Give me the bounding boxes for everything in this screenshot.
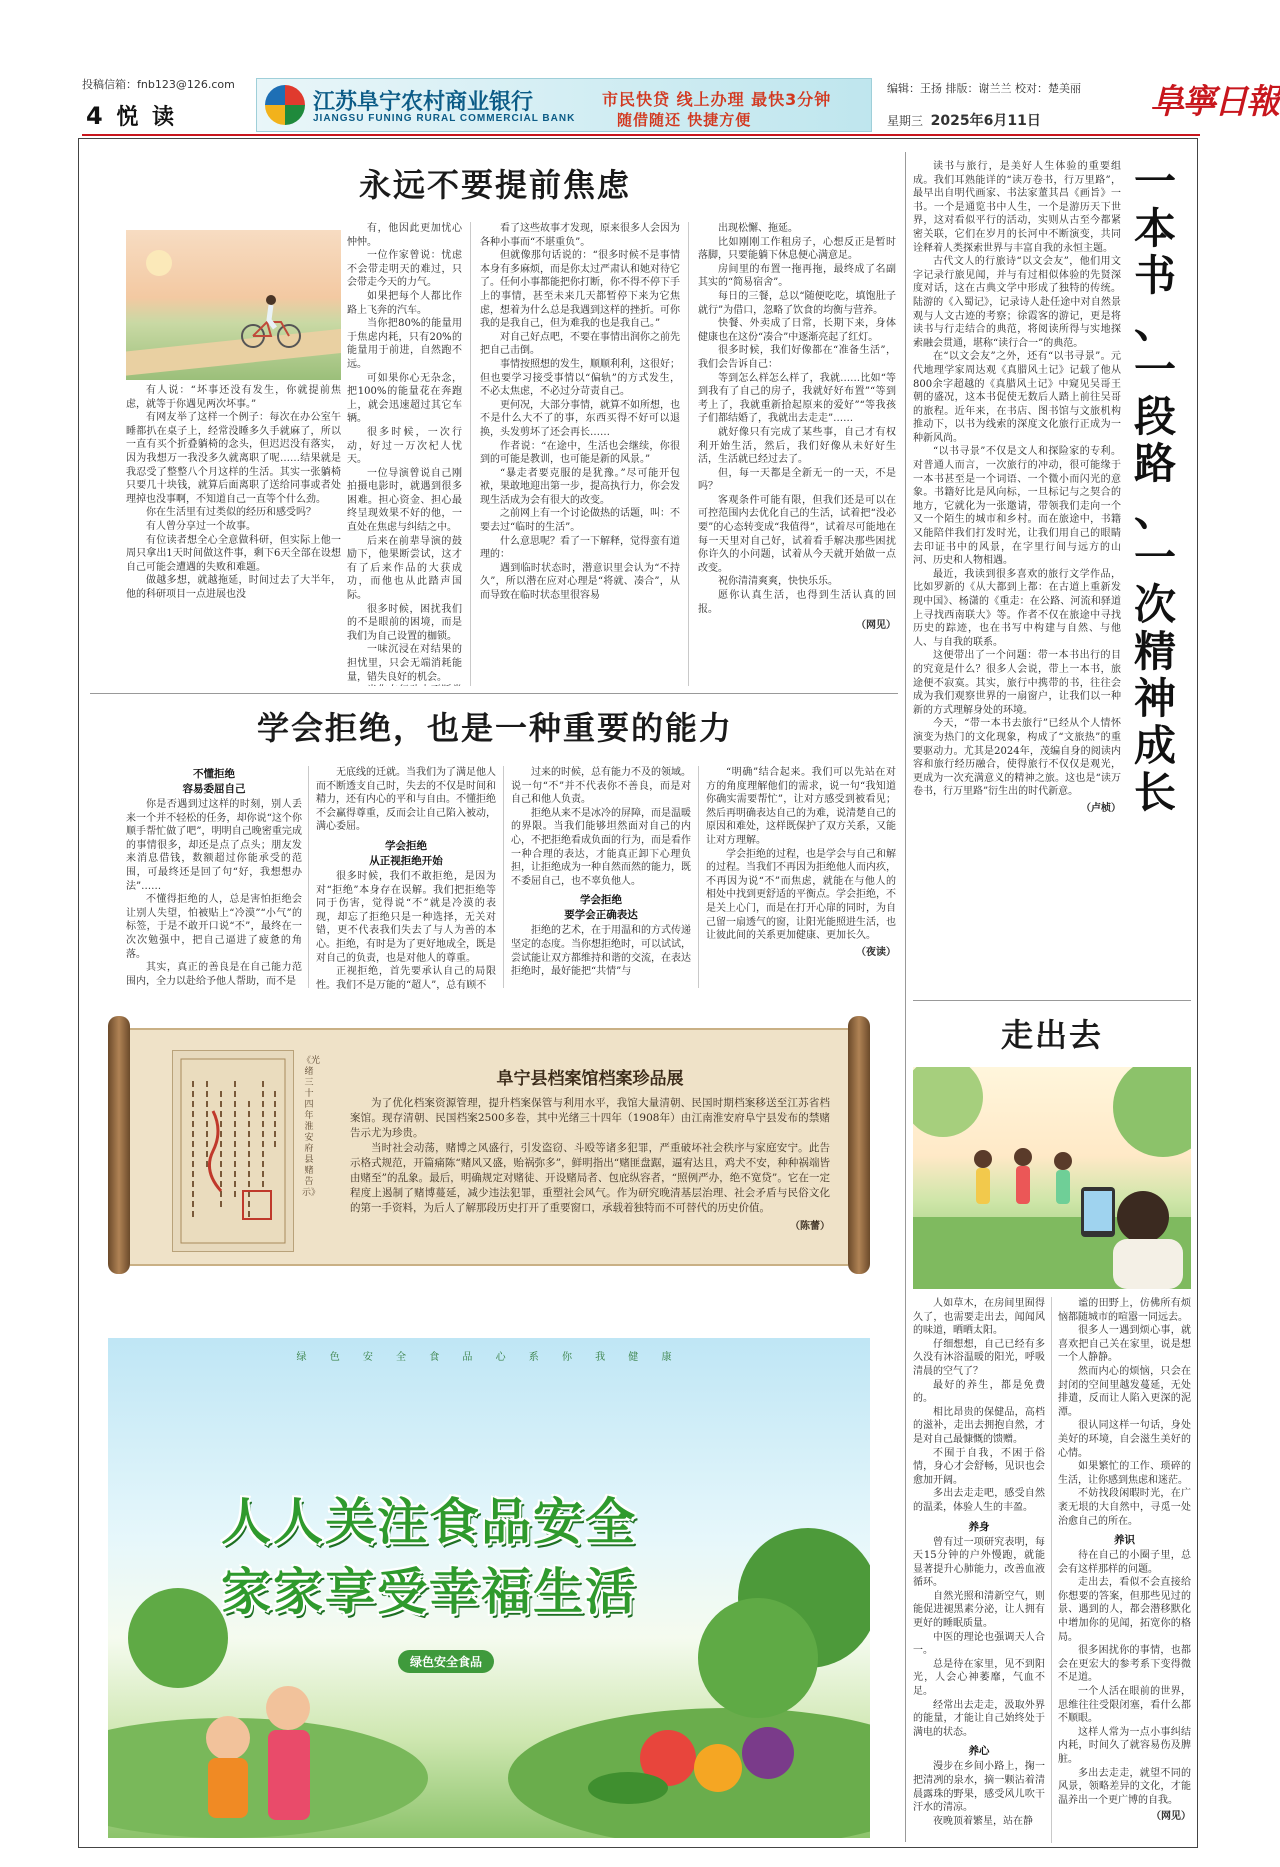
article1-column-3 [480, 222, 680, 686]
paragraph: 比如刚刚工作租房子，心想反正是暂时落脚，只要能躺下休息便心满意足。 [698, 236, 896, 262]
paragraph: 正视拒绝，首先要承认自己的局限性。我们不是万能的“超人”，总有顾不 [316, 966, 496, 990]
archive-exhibit-scroll [108, 1016, 870, 1274]
archive-exhibit-title: 阜宁县档案馆档案珍品展 [496, 1069, 684, 1089]
subheading: 养身 [968, 1520, 990, 1533]
sun-shape [146, 250, 172, 276]
poster-headline-2: 家家享受幸福生活 [221, 1563, 637, 1621]
title-char: 成 [1133, 721, 1176, 770]
poster-top-text: 绿 色 安 全 食 品 心 系 你 我 健 康 [296, 1352, 682, 1363]
poster-badge: 绿色安全食品 [398, 1650, 494, 1673]
section-divider [90, 693, 898, 694]
article2-column-4 [706, 766, 896, 992]
article2-title: 学会拒绝，也是一种重要的能力 [256, 709, 733, 747]
title-char: 一 [1133, 345, 1176, 394]
paragraph: 可如果你心无杂念，把100%的能量花在奔跑上，就会迅速超过其它车辆。 [347, 372, 462, 425]
paragraph: 总是待在家里，见不到阳光，人会心神萎靡，气血不足。 [913, 1658, 1045, 1698]
title-char: 书 [1133, 251, 1176, 300]
header-rule [82, 134, 1200, 136]
paragraph: 有位读者想全心全意做科研，但实际上他一周只拿出1天时间做这件事，剩下6天全部在设想自己可能会遭遇的失败和难题。 [126, 534, 341, 573]
title-char: 神 [1133, 674, 1176, 723]
title-char: 精 [1133, 627, 1176, 676]
paragraph: 对自己好点吧，不要在事情出润你之前先把自己击倒。 [480, 331, 680, 357]
subheading [511, 892, 691, 922]
paragraph: 无底线的迁就。当我们为了满足他人而不断透支自己时，失去的不仅是时间和精力，还有内心的平和与自由。不懂拒绝不会赢得尊重，反而会让自己陷入被动，满心委屈。 [316, 767, 496, 833]
paragraph: 但，每一天都是全新无一的一天，不是吗？ [698, 467, 896, 493]
column-divider [308, 766, 309, 988]
contribution-email: 投稿信箱：fnb123@126.com [82, 78, 235, 91]
paragraph: 很多困扰你的事情，也都会在更宏大的参考系下变得微不足道。 [1058, 1645, 1191, 1684]
page-number: 4 [86, 102, 106, 130]
date: 2025年6月11日 [930, 113, 1041, 129]
paragraph: 人如草木，在房间里囿得久了，也需要走出去，闻闻风的味道，晒晒太阳。 [913, 1298, 1045, 1337]
title-char: 、 [1133, 486, 1176, 535]
paragraph: 有网友举了这样一个例子：每次在办公室午睡都扒在桌子上，经常没睡多久手就麻了，所以一直有买个折叠躺椅的念头，但迟迟没有落实，因为我想万一我没多久就离职了呢……结果就是我忍受了整整八个月这样的生活。其实一张躺椅只要几十块钱，就算后面离职了送给同事或者处理掉也没事啊，不知道自己一直等个什么劲。 [126, 412, 341, 505]
subheading-line: 学会拒绝 [385, 839, 427, 852]
column-divider [1051, 1297, 1052, 1843]
document-icon [173, 1051, 293, 1251]
paragraph: 不妨找段闲暇时光，在广袤无垠的大自然中，寻觅一处治愈自己的所在。 [1058, 1488, 1191, 1527]
subheading: 养心 [968, 1745, 990, 1758]
subheading-line: 学会拒绝 [580, 894, 622, 907]
paragraph: 就好像只有完成了某些事，自己才有权利开始生活，然后，我们好像从未好好生活，生活就已经过去了。 [698, 426, 896, 466]
article2-source: （夜读） [856, 946, 896, 958]
poster-headline-1: 人人关注食品安全 [221, 1493, 637, 1551]
bicycle-rider-icon [241, 292, 301, 350]
subheading-line: 不懂拒绝 [193, 768, 235, 780]
article4-column-2 [1058, 1297, 1191, 1845]
page-label [86, 100, 177, 131]
subheading [126, 766, 302, 796]
paragraph: 最近，我读到很多喜欢的旅行文学作品，比如罗新的《从大都到上都：在古道上重新发现中国》、杨潇的《重走：在公路、河流和驿道上寻找西南联大》等。作者不仅在旅途中寻找历史的踪迹，也在书写中构建与自然、与他人、与自我的联系。 [913, 568, 1121, 648]
article4-source: （网见） [1151, 1811, 1191, 1823]
article2-column-3 [511, 766, 691, 990]
title-char: 本 [1133, 204, 1176, 253]
archive-document-image [172, 1050, 294, 1252]
title-char: 次 [1133, 580, 1176, 629]
article2-column-1 [126, 762, 302, 990]
paragraph: 读书与旅行，是美好人生体验的重要组成。我们耳熟能详的“读万卷书，行万里路”，最早出自明代画家、书法家董其昌《画旨》一书。一个是通览书中人生，一个是游历天下世界，这对看似平行的活动，实则从古至今都紧密关联，它们在岁月的长河中不断演变，共同诠释着人类探索世界与丰富自我的永恒主题。 [913, 161, 1121, 254]
title-char: 一 [1133, 157, 1176, 206]
paragraph: 房间里的布置一拖再拖，最终成了名副其实的“简易宿舍”。 [698, 263, 896, 289]
article1-column-1 [126, 384, 341, 686]
article1-title: 永远不要提前焦虑 [358, 166, 631, 204]
paragraph: “暴走者要克服的是犹豫。”尽可能开包袱，果敢地迎出第一步，提高执行力，你会发现生活成为会有很大的改变。 [480, 467, 680, 506]
article3-vertical-title [1130, 158, 1180, 816]
cyclist-illustration [126, 230, 341, 380]
paragraph: 当你把80%的能量用于焦虑内耗，只有20%的能量用于前进，自然跑不远。 [347, 318, 462, 370]
paragraph: 很认同这样一句话，身处美好的环境，自会滋生美好的心情。 [1058, 1420, 1191, 1459]
paragraph: 作者说：“在途中，生活也会继续，你很到的可能是教训，也可能是新的风景。” [480, 440, 680, 466]
paragraph: 一个人活在眼前的世界，思维往往受限闭塞，看什么都不顺眼。 [1058, 1686, 1191, 1725]
paragraph: 中医的理论也强调天人合一。 [913, 1631, 1045, 1657]
paragraph: 一位导演曾说自己刚拍摄电影时，就遇到很多困难。担心资金、担心最终呈现效果不好的他，一直处在焦虑与纠结之中。 [347, 467, 462, 534]
document-caption: 《光绪三十四年淮安府县赌告示》 [302, 1056, 321, 1198]
paragraph: 有人说：“坏事还没有发生，你就提前焦虑，就等于你遇见两次坏事。” [126, 385, 341, 410]
paragraph: 有人曾分享过一个故事。 [146, 520, 256, 532]
scroll-rod-right [848, 1016, 870, 1274]
paragraph: 然而内心的烦恼，只会在封闭的空间里越发蔓延，无处排遣，反而让人陷入更深的泥潭。 [1058, 1365, 1191, 1418]
scroll-paper [130, 1028, 848, 1266]
paragraph: 一位作家曾说：忧虑不会带走明天的难过，只会带走今天的力气。 [347, 250, 462, 289]
article2-column-2 [316, 766, 496, 990]
paragraph: 但就像那句话说的：“很多时候不是事情本身有多麻烦，而是你太过严肃认和她对待它了。任何小事都能把你打断，你不得不停下手上的事情，甚至未来几天都暂停下来为它焦虑，想着为什么总是我遇到这样的挫折。可你我的是我自己，但为难我的也是我自己。” [480, 250, 680, 330]
paragraph: 相比昂贵的保健品，高档的滋补，走出去拥抱自然，才是对自己最慷慨的馈赠。 [913, 1406, 1045, 1445]
archive-exhibit-text [350, 1096, 830, 1234]
paragraph: 漫步在乡间小路上，掬一把清冽的泉水，摘一颗沾着清晨露珠的野果，感受风儿吹干汗水的清凉。 [913, 1761, 1045, 1814]
section-name: 悦 读 [116, 105, 178, 130]
paragraph: 最好的养生，都是免费的。 [913, 1379, 1045, 1405]
paragraph: 这样人常为一点小事纠结内耗，时间久了就容易伤及脾脏。 [1058, 1726, 1191, 1765]
paragraph: 走出去，看似不会直接给你想要的答案，但那些见过的景、遇到的人，都会潜移默化中增加你的见闻，拓宽你的格局。 [1058, 1577, 1191, 1643]
paragraph: 经常出去走走，汲取外界的能量，才能让自己始终处于满电的状态。 [913, 1699, 1045, 1738]
section-divider [913, 1000, 1191, 1001]
paragraph: 如果繁忙的工作、琐碎的生活，让你感到焦虑和迷茫。 [1058, 1461, 1191, 1486]
bank-logo-icon [265, 85, 305, 125]
title-char: 、 [1133, 298, 1176, 347]
paragraph: 很多时候，困扰我们的不是眼前的困境，而是我们为自己设置的枷锁。 [347, 603, 462, 642]
paragraph: 如果把每个人都比作路上飞奔的汽车。 [347, 290, 462, 316]
paragraph: 遇到临时状态时，潜意识里会认为“不持久”，所以潜在应对心理是“将就、凑合”，从而导致在临时状态里很容易 [480, 562, 680, 602]
paragraph: “明确”结合起来。我们可以先站在对方的角度理解他们的需求，说一句“我知道你确实需要帮忙”，让对方感受到被看见；然后再明确表达自己的为难，说清楚自己的原因和难处，这样既保护了双方关系，又能让对方理解。 [706, 767, 896, 846]
paragraph: 很多人一遇到烦心事，就喜欢把自己关在家里，说是想一个人静静。 [1058, 1325, 1191, 1364]
article4-title: 走出去 [1000, 1016, 1103, 1054]
editor-credits: 编辑：王扬 排版：谢兰兰 校对：楚美丽 [887, 82, 1081, 95]
column-divider [698, 766, 699, 988]
paragraph: 曾有过一项研究表明，每天15分钟的户外慢跑，就能显著提升心肺能力，改善血液循环。 [913, 1536, 1045, 1589]
title-char: 一 [1133, 533, 1176, 582]
article3-source: （卢桢） [1081, 802, 1121, 814]
paragraph: 待在自己的小圈子里，总会有这样那样的问题。 [1058, 1550, 1191, 1575]
walking-illustration [913, 1067, 1191, 1289]
paragraph: 不懂得拒绝的人，总是害怕拒绝会让别人失望，怕被贴上“冷漠”“小气”的标签，于是不敢开口说“不”，最终在一次次勉强中，把自己逼进了疲惫的角落。 [126, 894, 302, 960]
paragraph: “以书寻景”不仅是文人和探险家的专利。对普通人而言，一次旅行的冲动，很可能缘于一本书甚至是一个词语、一个微小而闪光的意象。书籍好比是风向标，一旦标记与之契合的地方，它就化为一张邀请，带领我们走向一个又一个陌生的城市和乡村。而在旅途中，书籍又能陪伴我们打发时光，让我们用自己的眼睛去印证书中的风景，在字里行间与远方的山河、历史和人物相遇。 [913, 446, 1121, 567]
paragraph: 多出去走走，就望不同的风景，领略差异的文化，才能温养出一个更广博的自我。 [1058, 1767, 1191, 1806]
weekday: 星期三 [887, 114, 924, 128]
archive-source: （陈蕾） [790, 1221, 830, 1232]
column-divider [688, 222, 689, 686]
article4-column-1 [913, 1297, 1045, 1845]
paragraph: 等到怎么样怎么样了，我就……比如“等到我有了自己的房子，我就好好布置”“等到考上了，我就重新拾起原来的爱好”“等我孩子们都结婚了，我就出去走走”…… [698, 372, 896, 425]
paragraph [347, 684, 462, 686]
article1-source: （网见） [856, 620, 896, 632]
paragraph: 谧的田野上，仿佛所有烦恼都随城市的喧嚣一同远去。 [1058, 1298, 1191, 1323]
paragraph: 你在生活里有过类似的经历和感受吗？ [146, 507, 316, 519]
paragraph: 之前网上有一个讨论做热的话题，叫：不要去过“临时的生活”。 [480, 508, 680, 534]
bank-name-en: JIANGSU FUNING RURAL COMMERCIAL BANK [313, 113, 576, 124]
issue-date [887, 110, 1041, 130]
food-safety-poster [108, 1338, 870, 1838]
subheading-line: 容易委屈自己 [182, 783, 246, 795]
paragraph: 愿你认真生活，也得到生活认真的回报。 [698, 590, 896, 615]
people-outdoors-icon [913, 1067, 1191, 1289]
paragraph: 拒绝从来不是冰冷的屏障，而是温暖的界限。当我们能够坦然面对自己的内心，不把拒绝看成负面的行为，而是看作一种合理的表达，才能真正卸下心理负担，让拒绝成为一种自然而然的能力，既不委屈自己，也不辜负他人。 [511, 807, 691, 887]
paragraph: 拒绝的艺术，在于用温和的方式传递坚定的态度。当你想拒绝时，可以试试，尝试能让双方都维持和谐的交流，在表达拒绝时，最好能把“共情”与 [511, 925, 691, 978]
paragraph: 在“以文会友”之外，还有“以书寻景”。元代地理学家周达观《真腊风土记》记载了他从800余字超越的《真腊风土记》中窥见吴哥王朝的盛况，这本书促使无数后人踏上前往吴哥的旅程。近年来，在书店、图书馆与文旅机构推动下，以书为线索的深度文化旅行正成为一种新风尚。 [913, 351, 1121, 444]
paragraph: 出现松懈、拖延。 [718, 223, 798, 234]
paragraph: 今天，“带一本书去旅行”已经从个人情怀演变为热门的文化现象，构成了“文旅热”的重要驱动力。尤其是2024年，茂编自身的阅读内容和旅行经历融合，使得旅行不仅仅是观光，更成为一次充满意义的精神之旅。这也是“读万卷书，行万里路”衍生出的时代新意。 [913, 718, 1121, 798]
paragraph: 这便带出了一个问题：带一本书出行的目的究竟是什么？很多人会说，带上一本书，旅途便不寂寞。其实，旅行中携带的书，往往会成为我们观察世界的一扇窗户，让我们以一种新的方式理解身处的环境。 [913, 650, 1121, 716]
paragraph: 多出去走走吧，感受自然的温柔，体验人生的丰盈。 [913, 1488, 1045, 1513]
scroll-rod-left [108, 1016, 130, 1274]
paragraph: 客观条件可能有限，但我们还是可以在可控范围内去优化自己的生活，试着把“没必要”的心态转变成“我值得”，试着尽可能地在每一天里对自己好，试着看手解决那些困扰你许久的小问题，试着从今天就开始做一点改变。 [698, 494, 896, 574]
subheading: 养识 [1114, 1534, 1135, 1547]
paragraph: 过来的时候，总有能力不及的领域。说一句“不”并不代表你不善良，而是对自己和他人负责。 [511, 767, 691, 806]
paragraph: 学会拒绝的过程，也是学会与自己和解的过程。当我们不再因为拒绝他人而内疚，不再因为说“不”而焦虑，就能在与他人的相处中找到更舒适的平衡点。学会拒绝，不是关上心门，而是在打开心扉的同时，为自己留一扇透气的窗，让阳光能照进生活，也让彼此间的关系更加健康、更加长久。 [706, 848, 896, 942]
paragraph: 后来在前辈导演的鼓励下，他果断尝试，这才有了后来作品的大获成功，而他也从此踏声国际。 [347, 535, 462, 602]
paragraph: 有，他因此更加忧心忡忡。 [347, 223, 462, 248]
bank-name-cn: 江苏阜宁农村商业银行 [313, 90, 534, 115]
article3-body [913, 160, 1121, 992]
paragraph: 祝你清清爽爽，快快乐乐。 [718, 576, 838, 588]
subheading-line: 从正视拒绝开始 [369, 854, 443, 867]
article1-column-2 [347, 222, 462, 686]
article1-column-4 [698, 222, 896, 690]
paragraph: 为了优化档案资源管理，提升档案保管与利用水平，我馆大量清朝、民国时期档案移送至江苏省档案馆。现存清朝、民国档案2500多卷，其中光绪三十四年（1908年）由江南淮安府阜宁县发布的禁赌告示尤为珍贵。 [350, 1097, 830, 1139]
paragraph: 做越多想，就越拖延，时间过去了大半年，他的科研项目一点进展也没 [126, 575, 341, 600]
bank-advertisement [256, 78, 872, 132]
paragraph: 一味沉浸在对结果的担忧里，只会无端消耗能量，错失良好的机会。 [347, 644, 462, 683]
column-separator [905, 152, 906, 1842]
column-divider [470, 222, 471, 686]
paragraph: 当时社会动荡，赌博之风盛行，引发盗窃、斗殴等诸多犯罪，严重破坏社会秩序与家庭安宁。此告示格式规范，开篇痛陈“赌风又盛，贻祸弥多”，鲜明指出“赌匪盘踞，逼宥达且，鸡犬不安，种种祸端皆由赌至”的乱象。最后，明确规定对赌徒、开设赌局者、包庇纵容者，“照例严办，绝不宽贷”。它在一定程度上遏制了赌博蔓延，减少违法犯罪，重塑社会风气。作为研究晚清基层治理、社会矛盾与民俗文化的第一手资料，为后人了解那段历史打开了重要窗口，承载着独特而不可替代的历史价值。 [350, 1142, 830, 1214]
paragraph: 很多时候，我们好像都在“准备生活”，我们会告诉自己： [698, 345, 896, 370]
paragraph: 很多时候，我们不敢拒绝，是因为对“拒绝”本身存在误解。我们把拒绝等同于伤害，觉得说“不”就是冷漠的表现，却忘了拒绝只是一种选择，无关对错，更不代表我们失去了与人为善的本心。拒绝，有时是为了更好地成全，既是对自己的负责，也是对他人的尊重。 [316, 870, 496, 964]
newspaper-masthead: 阜寧日報 [1150, 82, 1278, 122]
subheading-line: 要学会正确表达 [564, 909, 638, 922]
bank-slogan-1: 市民快贷 线上办理 最快3分钟 [602, 90, 832, 109]
title-char: 路 [1133, 439, 1176, 488]
paragraph: 什么意思呢？看了一下解释，觉得蛮有道理的： [480, 535, 680, 561]
paragraph: 不囿于自我，不困于俗情，身心才会舒畅，见识也会愈加开阔。 [913, 1447, 1045, 1486]
paragraph: 自然光照和清新空气，则能促进褪黑素分泌，让人拥有更好的睡眠质量。 [913, 1590, 1045, 1630]
title-char: 长 [1133, 768, 1176, 817]
bank-slogan-2: 随借随还 快捷方便 [617, 111, 752, 129]
paragraph: 事情按照想的发生，顺顺利利，这很好；但也要学习接受事情以“偏轨”的方式发生，不必太焦虑，不必过分苛责自己。 [480, 358, 680, 398]
column-divider [503, 766, 504, 988]
title-char: 段 [1133, 392, 1176, 441]
paragraph: 看了这些故事才发现，原来很多人会因为各种小事而“不堪重负”。 [480, 223, 680, 248]
paragraph: 夜晚顶着繁星，站在静 [933, 1815, 1033, 1827]
path-shape [126, 326, 341, 377]
paragraph: 古代文人的行旅诗“以文会友”，他们用文字记录行旅见闻，并与有过相似体验的先贤深度对话，这在古典文学中形成了独特的传统。陆游的《入蜀记》，记录诗人赴任途中对自然景观与人文古迹的考察；徐霞客的游记，更是将读书与行走结合的典范，将阅读所得与实地探索融会贯通，堪称“读行合一”的典范。 [913, 256, 1121, 349]
paragraph: 快餐、外卖成了日常，长期下来，身体健康也在这份“凑合”中逐渐亮起了红灯。 [698, 318, 896, 343]
paragraph: 更何况，大部分事情，就算不如所想，也不是什么大不了的事，东西买得不好可以退换，头发剪坏了还会再长…… [480, 399, 680, 438]
subheading [316, 838, 496, 868]
paragraph: 每日的三餐，总以“随便吃吃，填饱肚子就行”为借口，忽略了饮食的均衡与营养。 [698, 290, 896, 316]
paragraph: 其实，真正的善良是在自己能力范围内，全力以赴给予他人帮助，而不是 [126, 962, 302, 987]
paragraph: 你是否遇到过这样的时刻，别人丢来一个并不轻松的任务，却你说“这个你顺手帮忙做了吧”，明明自己晚密重完成的事情很多，却还是点了点头；朋友发来消息借钱，数额超过你能承受的范围，可最终还是回了句“好，我想想办法”…… [126, 799, 302, 892]
paragraph: 很多时候，一次行动，好过一万次杞人忧天。 [347, 426, 462, 466]
paragraph: 仔细想想，自己已经有多久没有沐浴温暖的阳光，呼吸清晨的空气了？ [913, 1338, 1045, 1377]
